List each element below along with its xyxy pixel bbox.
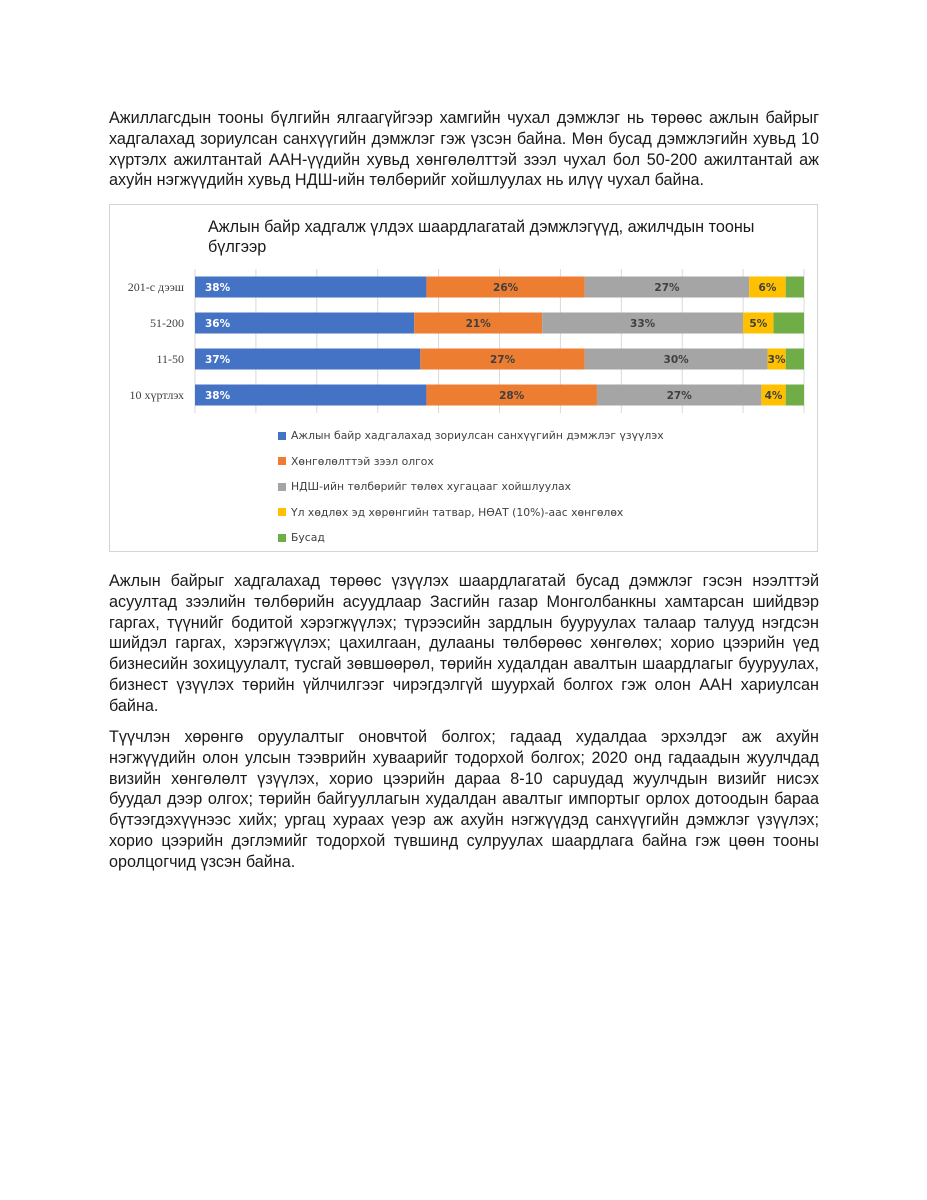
- data-label: 5%: [749, 318, 768, 330]
- data-label: 30%: [663, 354, 689, 366]
- legend-swatch: [278, 457, 286, 465]
- data-label: 33%: [630, 318, 656, 330]
- legend-swatch: [278, 508, 286, 516]
- bar-segment: [786, 349, 804, 370]
- legend-label: Ажлын байр хадгалахад зориулсан санхүүгийн дэмжлэг үзүүлэх: [291, 429, 664, 443]
- data-label: 38%: [205, 282, 231, 294]
- data-label: 4%: [764, 390, 783, 402]
- chart-title: Ажлын байр хадгалж үлдэх шаардлагатай дэмжлэгүүд, ажилчдын тооны бүлгээр: [208, 218, 755, 256]
- legend-label: НДШ-ийн төлбөрийг төлөх хугацааг хойшлуулах: [291, 480, 572, 494]
- category-label: 201-с дээш: [127, 280, 184, 294]
- legend-swatch: [278, 432, 286, 440]
- data-label: 27%: [654, 282, 680, 294]
- chart-legend: [278, 423, 664, 551]
- support-paragraph: Ажлын байрыг хадгалахад төрөөс үзүүлэх шаардлагатай бусад дэмжлэг гэсэн нээлттэй асуултад зээлийн төлбөрийн асуудлаар Засгийн газар Монголбанкны хамтарсан шийдвэр гаргах, түүнийг бодитой хэрэгжүүлэх; түрээсийн зардлын бууруулах талаар талууд нэгдсэн шийдэл гаргах, хэрэгжүүлэх; цахилгаан, дулааны төлбөрөөс хөнгөлөх; хорио цээрийн үед бизнесийн зохицуулалт, тусгай зөвшөөрөл, төрийн худалдан авалтын шаардлагыг бууруулах, бизнест үзүүлэх төрийн үйлчилгээг чирэгдэлгүй шуурхай болгох гэж олон ААН хариулсан байна.: [109, 572, 819, 715]
- data-label: 36%: [205, 318, 231, 330]
- legend-label: Хөнгөлөлттэй зээл олгох: [291, 454, 434, 468]
- data-label: 27%: [666, 390, 692, 402]
- legend-swatch: [278, 483, 286, 491]
- category-label: 11-50: [156, 352, 184, 366]
- data-label: 3%: [767, 354, 786, 366]
- legend-item: [278, 423, 664, 449]
- data-label: 28%: [499, 390, 525, 402]
- legend-label: Бусад: [291, 531, 325, 545]
- chart: [109, 204, 818, 552]
- legend-label: Үл хөдлөх эд хөрөнгийн татвар, НӨАТ (10%)-аас хөнгөлөх: [291, 505, 624, 519]
- category-label: 10 хүртлэх: [129, 388, 184, 402]
- data-label: 21%: [465, 318, 491, 330]
- data-label: 38%: [205, 390, 231, 402]
- legend-item: [278, 525, 664, 551]
- data-label: 6%: [758, 282, 777, 294]
- legend-item: [278, 474, 664, 500]
- legend-item: [278, 500, 664, 526]
- data-label: 37%: [205, 354, 231, 366]
- data-label: 26%: [493, 282, 519, 294]
- intro-paragraph: Ажиллагсдын тооны бүлгийн ялгаагүйгээр хамгийн чухал дэмжлэг нь төрөөс ажлын байрыг хадгалахад зориулсан санхүүгийн дэмжлэг гэж үзсэн байна. Мөн бусад дэмжлэгийн хувьд 10 хүртэлх ажилтантай ААН-үүдийн хувьд хөнгөлөлттэй зээл чухал бол 50-200 ажилтантай аж ахуйн нэгжүүдийн хувьд НДШ-ийн төлбөрийг хойшлуулах нь илүү чухал байна.: [109, 109, 819, 190]
- bar-segment: [786, 385, 804, 406]
- bar-segment: [774, 313, 804, 334]
- category-label: 51-200: [150, 316, 184, 330]
- data-label: 27%: [489, 354, 516, 366]
- legend-swatch: [278, 534, 286, 542]
- additional-paragraph: Түүчлэн хөрөнгө оруулалтыг оновчтой болгох; гадаад худалдаа эрхэлдэг аж ахуйн нэгжүүдийн олон улсын тээврийн хуваарийг тодорхой болгох; 2020 онд гадаадын жуулчдад визийн хөнгөлөлт үзүүлэх, хорио цээрийн дараа 8-10 сарuудад жуулчдын визийг нисэх буудал дээр олгох; төрийн байгууллагын худалдан авалтыг импортыг орлох дотоодын бараа бүтээгдэхүүнээс хийх; ургац хураах үеэр аж ахуйн нэгжүүдэд санхүүгийн дэмжлэг үзүүлэх; хорио цээрийн дэглэмийг тодорхой түвшинд сулруулах шаардлага байна гэж цөөн тооны оролцогчид үзсэн байна.: [109, 728, 819, 871]
- legend-item: [278, 449, 664, 475]
- bar-segment: [786, 277, 804, 298]
